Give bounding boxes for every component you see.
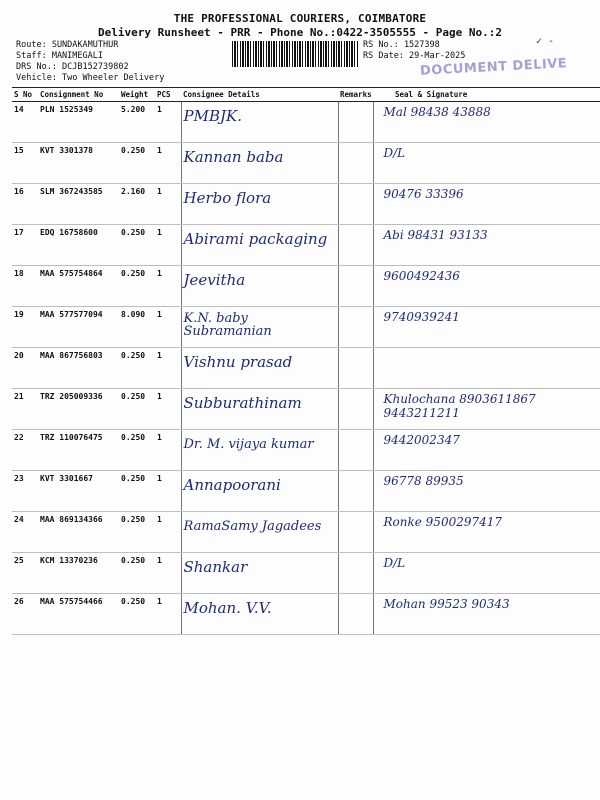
col-consignment: Consignment No <box>38 88 119 102</box>
remarks-cell <box>338 143 373 184</box>
consignment-cell: EDQ 16758600 <box>38 225 119 266</box>
signature-handwriting: 96778 89935 <box>383 474 464 488</box>
sno-cell: 24 <box>12 512 38 553</box>
consignee-cell <box>181 184 338 225</box>
route-field: Route: SUNDAKAMUTHUR <box>16 40 119 50</box>
consignee-handwriting: Dr. M. vijaya kumar <box>183 437 314 452</box>
signature-handwriting: 90476 33396 <box>383 187 464 201</box>
signature-cell <box>373 143 600 184</box>
table-row <box>12 143 600 184</box>
pcs-cell: 1 <box>155 430 181 471</box>
consignment-cell: MAA 577577094 <box>38 307 119 348</box>
remarks-cell <box>338 184 373 225</box>
staff-field: Staff: MANIMEGALI <box>16 51 103 61</box>
consignee-cell <box>181 102 338 143</box>
consignment-cell: MAA 869134366 <box>38 512 119 553</box>
col-consignee: Consignee Details <box>181 88 338 102</box>
consignment-cell: KCM 13370236 <box>38 553 119 594</box>
consignment-cell: PLN 1525349 <box>38 102 119 143</box>
pen-mark-icon: ✓ - <box>536 36 555 47</box>
signature-handwriting: 9442002347 <box>383 433 460 447</box>
signature-handwriting: D/L <box>383 146 406 160</box>
signature-cell <box>373 225 600 266</box>
consignee-handwriting: Herbo flora <box>183 189 272 207</box>
table-row <box>12 430 600 471</box>
signature-cell <box>373 266 600 307</box>
consignee-handwriting: Shankar <box>183 558 248 576</box>
remarks-cell <box>338 553 373 594</box>
pcs-cell: 1 <box>155 389 181 430</box>
table-row <box>12 184 600 225</box>
consignment-cell: SLM 367243585 <box>38 184 119 225</box>
pcs-cell: 1 <box>155 553 181 594</box>
consignment-cell: KVT 3301667 <box>38 471 119 512</box>
signature-handwriting: 9740939241 <box>383 310 460 324</box>
pcs-cell: 1 <box>155 225 181 266</box>
weight-cell: 0.250 <box>119 471 155 512</box>
signature-cell <box>373 102 600 143</box>
company-title: THE PROFESSIONAL COURIERS, COIMBATORE <box>173 12 427 25</box>
signature-cell <box>373 553 600 594</box>
pcs-cell: 1 <box>155 307 181 348</box>
sno-cell: 18 <box>12 266 38 307</box>
weight-cell: 0.250 <box>119 266 155 307</box>
table-row <box>12 307 600 348</box>
sno-cell: 14 <box>12 102 38 143</box>
table-header-row <box>12 88 600 102</box>
signature-handwriting: Khulochana 8903611867 9443211211 <box>383 392 536 420</box>
remarks-cell <box>338 594 373 635</box>
consignee-handwriting: Kannan baba <box>183 148 284 166</box>
signature-cell <box>373 348 600 389</box>
drs-number-field: DRS No.: DCJB152739802 <box>16 62 129 72</box>
table-row <box>12 266 600 307</box>
sno-cell: 20 <box>12 348 38 389</box>
sno-cell: 15 <box>12 143 38 184</box>
pcs-cell: 1 <box>155 102 181 143</box>
sno-cell: 25 <box>12 553 38 594</box>
signature-cell <box>373 184 600 225</box>
remarks-cell <box>338 102 373 143</box>
consignment-cell: MAA 867756803 <box>38 348 119 389</box>
remarks-cell <box>338 471 373 512</box>
weight-cell: 0.250 <box>119 553 155 594</box>
runsheet-meta-left <box>16 40 164 84</box>
sno-cell: 17 <box>12 225 38 266</box>
remarks-cell <box>338 307 373 348</box>
signature-cell <box>373 430 600 471</box>
table-row <box>12 389 600 430</box>
sno-cell: 23 <box>12 471 38 512</box>
vehicle-field: Vehicle: Two Wheeler Delivery <box>16 73 165 83</box>
signature-handwriting: Mohan 99523 90343 <box>383 597 510 611</box>
signature-handwriting: Mal 98438 43888 <box>383 105 491 119</box>
sno-cell: 26 <box>12 594 38 635</box>
signature-handwriting: D/L <box>383 556 406 570</box>
signature-cell <box>373 389 600 430</box>
sno-cell: 21 <box>12 389 38 430</box>
weight-cell: 5.200 <box>119 102 155 143</box>
sno-cell: 19 <box>12 307 38 348</box>
consignment-cell: MAA 575754864 <box>38 266 119 307</box>
pcs-cell: 1 <box>155 143 181 184</box>
table-row <box>12 553 600 594</box>
consignment-cell: MAA 575754466 <box>38 594 119 635</box>
consignment-cell: TRZ 110076475 <box>38 430 119 471</box>
consignee-handwriting: Subburathinam <box>183 394 302 412</box>
rs-number-field: RS No.: 1527398 <box>363 40 440 50</box>
consignment-cell: TRZ 205009336 <box>38 389 119 430</box>
table-row <box>12 225 600 266</box>
consignee-handwriting: PMBJK. <box>183 107 242 125</box>
consignee-handwriting: Annapoorani <box>183 476 281 494</box>
weight-cell: 0.250 <box>119 143 155 184</box>
consignee-cell <box>181 430 338 471</box>
signature-handwriting: 9600492436 <box>383 269 460 283</box>
table-row <box>12 512 600 553</box>
pcs-cell: 1 <box>155 471 181 512</box>
consignee-cell <box>181 471 338 512</box>
consignee-handwriting: Mohan. V.V. <box>183 599 272 617</box>
weight-cell: 0.250 <box>119 430 155 471</box>
table-row <box>12 102 600 143</box>
pcs-cell: 1 <box>155 266 181 307</box>
col-signature: Seal & Signature <box>373 88 600 102</box>
consignee-handwriting: Jeevitha <box>183 271 246 289</box>
table-row <box>12 471 600 512</box>
signature-cell <box>373 471 600 512</box>
weight-cell: 0.250 <box>119 348 155 389</box>
signature-cell <box>373 307 600 348</box>
pcs-cell: 1 <box>155 184 181 225</box>
table-body <box>12 102 600 635</box>
sno-cell: 16 <box>12 184 38 225</box>
consignee-handwriting: Abirami packaging <box>183 230 328 248</box>
signature-handwriting: Abi 98431 93133 <box>383 228 488 242</box>
table-row <box>12 594 600 635</box>
weight-cell: 2.160 <box>119 184 155 225</box>
consignee-cell <box>181 266 338 307</box>
signature-cell <box>373 512 600 553</box>
table-row <box>12 348 600 389</box>
weight-cell: 8.090 <box>119 307 155 348</box>
consignee-handwriting: K.N. baby Subramanian <box>183 311 272 339</box>
signature-handwriting: Ronke 9500297417 <box>383 515 503 529</box>
remarks-cell <box>338 430 373 471</box>
consignee-handwriting: Vishnu prasad <box>183 353 293 371</box>
col-weight: Weight <box>119 88 155 102</box>
consignee-handwriting: RamaSamy Jagadees <box>183 519 322 534</box>
consignee-cell <box>181 594 338 635</box>
weight-cell: 0.250 <box>119 594 155 635</box>
sno-cell: 22 <box>12 430 38 471</box>
pcs-cell: 1 <box>155 594 181 635</box>
consignee-cell <box>181 307 338 348</box>
document-delivered-stamp: DOCUMENT DELIVE <box>419 56 568 79</box>
consignee-cell <box>181 143 338 184</box>
runsheet-meta-right <box>363 40 465 62</box>
weight-cell: 0.250 <box>119 512 155 553</box>
weight-cell: 0.250 <box>119 225 155 266</box>
delivery-table <box>12 87 600 635</box>
col-pcs: PCS <box>155 88 181 102</box>
consignee-cell <box>181 553 338 594</box>
runsheet-subtitle: Delivery Runsheet - PRR - Phone No.:0422-3505555 - Page No.:2 <box>98 26 502 39</box>
consignment-cell: KVT 3301378 <box>38 143 119 184</box>
remarks-cell <box>338 266 373 307</box>
pcs-cell: 1 <box>155 512 181 553</box>
remarks-cell <box>338 512 373 553</box>
barcode <box>232 41 358 67</box>
consignee-cell <box>181 225 338 266</box>
signature-cell <box>373 594 600 635</box>
consignee-cell <box>181 389 338 430</box>
weight-cell: 0.250 <box>119 389 155 430</box>
pcs-cell: 1 <box>155 348 181 389</box>
remarks-cell <box>338 389 373 430</box>
col-sno: S No <box>12 88 38 102</box>
consignee-cell <box>181 348 338 389</box>
remarks-cell <box>338 348 373 389</box>
col-remarks: Remarks <box>338 88 373 102</box>
rs-date-field: RS Date: 29-Mar-2025 <box>363 51 466 61</box>
remarks-cell <box>338 225 373 266</box>
consignee-cell <box>181 512 338 553</box>
